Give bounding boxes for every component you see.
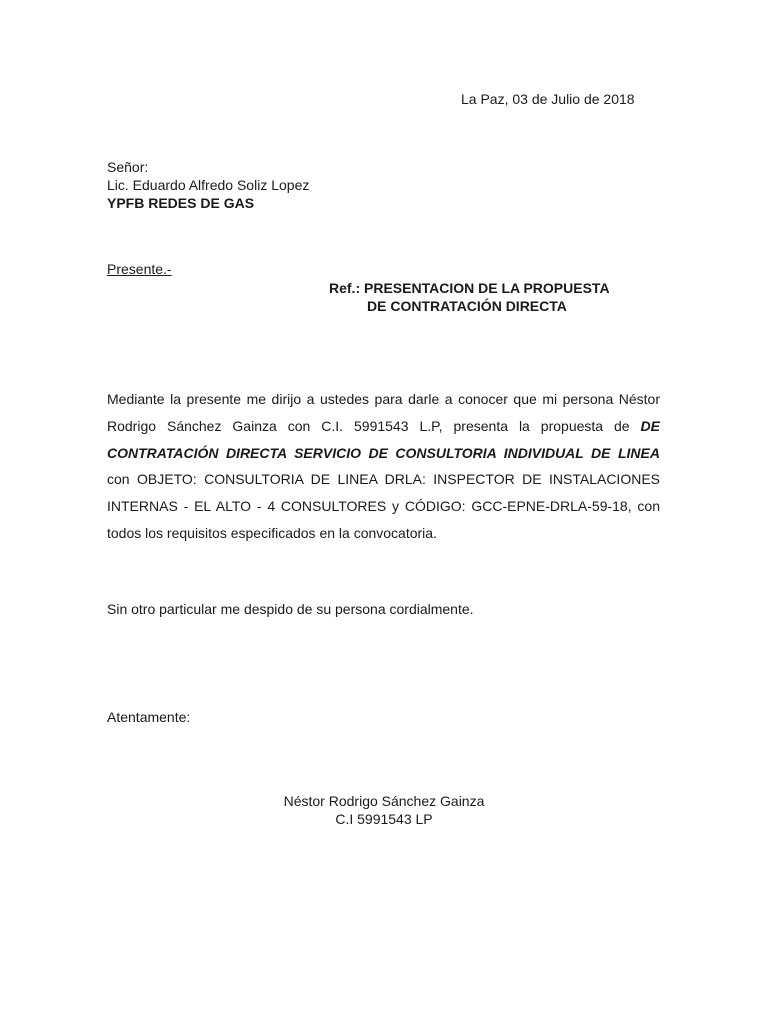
reference-line-2: DE CONTRATACIÓN DIRECTA — [367, 298, 567, 314]
presente-label: Presente.- — [107, 261, 172, 277]
recipient-block — [107, 158, 309, 212]
body-paragraph — [107, 386, 660, 547]
recipient-name: Lic. Eduardo Alfredo Soliz Lopez — [107, 177, 310, 193]
reference-block — [329, 279, 610, 315]
signature-name: Néstor Rodrigo Sánchez Gainza — [283, 793, 485, 809]
body-intro: Mediante la presente me dirijo a ustedes para darle a conocer que mi persona Néstor Rodrigo Sánchez Gainza con C.I. 5991543 L.P, presenta la propuesta de — [107, 391, 660, 434]
letter-date: La Paz, 03 de Julio de 2018 — [461, 91, 635, 107]
farewell-line: Atentamente: — [107, 709, 191, 725]
recipient-salutation: Señor: — [107, 159, 149, 175]
closing-line: Sin otro particular me despido de su persona cordialmente. — [107, 601, 474, 617]
body-emphasis: DE CONTRATACIÓN DIRECTA SERVICIO DE CONSULTORIA INDIVIDUAL DE LINEA — [107, 417, 660, 461]
reference-label: Ref.: — [329, 280, 361, 296]
body-rest: con OBJETO: CONSULTORIA DE LINEA DRLA: INSPECTOR DE INSTALACIONES INTERNAS - EL ALTO - 4 CONSULTORES y CÓDIGO: GCC-EPNE-DRLA-59-18, con todos los requisitos especificados en la convocatoria. — [107, 471, 660, 541]
reference-line-1: PRESENTACION DE LA PROPUESTA — [360, 280, 610, 296]
recipient-company: YPFB REDES DE GAS — [107, 195, 255, 211]
signature-block — [234, 792, 534, 828]
signature-id: C.I 5991543 LP — [335, 811, 433, 827]
